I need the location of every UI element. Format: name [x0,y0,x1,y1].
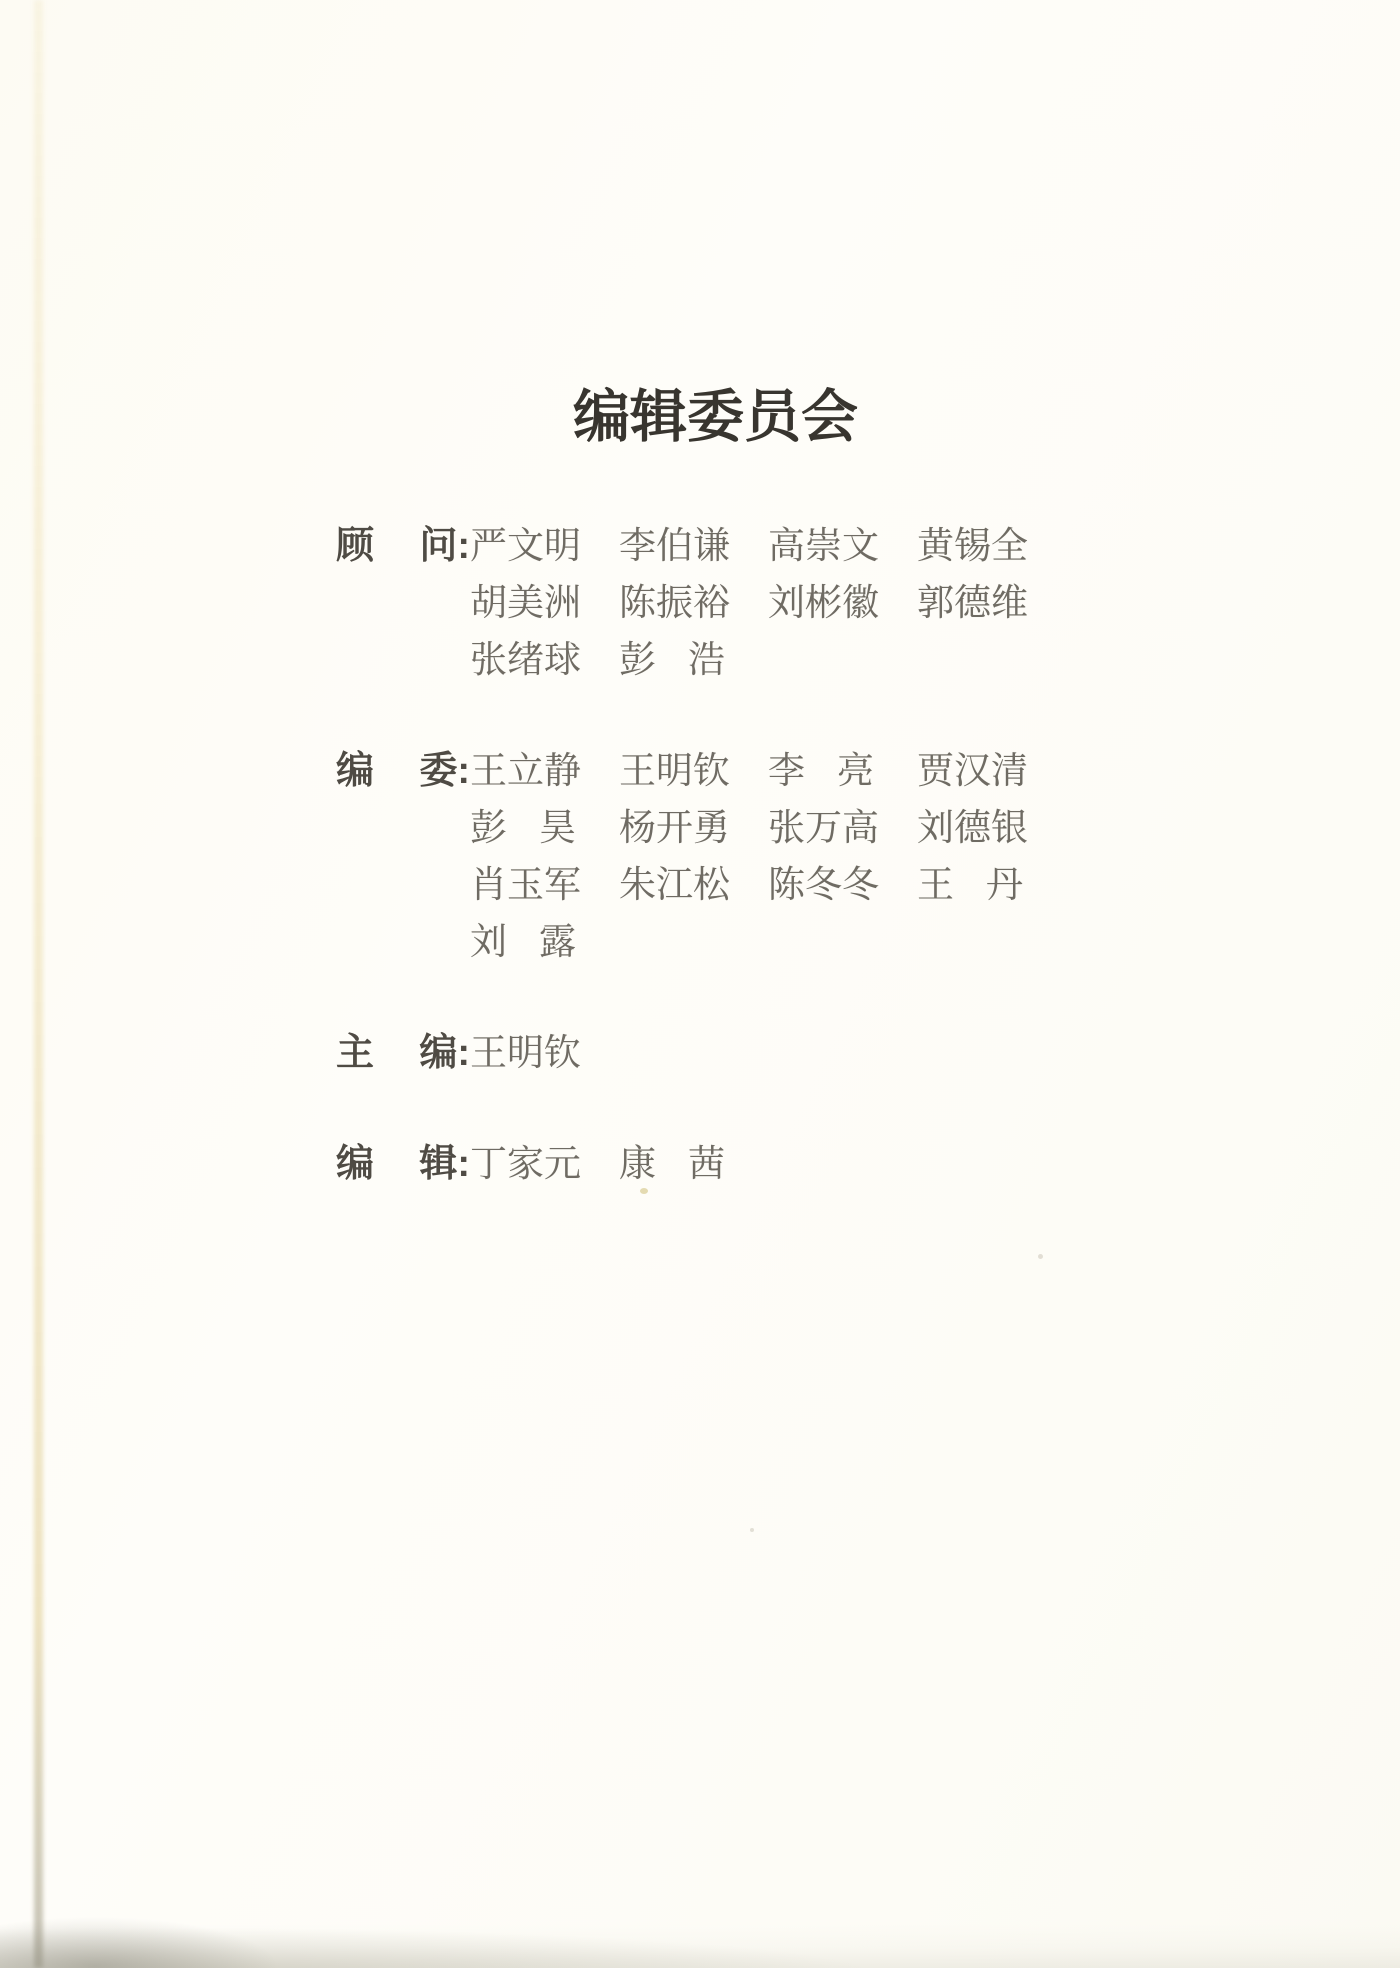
role-label-advisors [336,518,470,575]
person-name-part: 张绪球 [470,640,581,681]
names-row [470,632,1023,689]
role-label-part: 编 [336,1143,375,1185]
person-name-part: 肖玉军 [470,865,581,906]
names-row [470,743,1028,800]
person-name-part: 高崇文 [768,526,879,567]
person-name [470,632,581,689]
person-name [768,743,874,800]
page-title: 编辑委员会 [573,385,858,449]
role-label-editorial-board [336,743,470,800]
name-rows [470,518,1028,689]
section-chief-editor [336,1025,1023,1082]
role-label-part: 辑: [419,1143,470,1185]
person-name-part: 刘德银 [917,808,1028,849]
role-label-editors [336,1136,470,1193]
person-name-part: 郭德维 [917,583,1028,624]
person-name [470,575,581,632]
person-name [619,800,730,857]
person-name-part: 陈振裕 [619,583,730,624]
person-name-part: 露 [539,922,576,963]
person-name [619,518,730,575]
person-name [470,857,581,914]
name-rows [470,743,1028,971]
person-name [619,857,730,914]
names-row [470,1025,581,1082]
person-name-part: 杨开勇 [619,808,730,849]
person-name-part: 茜 [688,1144,725,1185]
person-name-part: 王明钦 [619,751,730,792]
role-label-part: 顾 [336,525,375,567]
person-name-part: 李伯谦 [619,526,730,567]
person-name-part: 朱江松 [619,865,730,906]
person-name-part: 刘彬徽 [768,583,879,624]
person-name [619,1136,725,1193]
person-name-part: 王 [917,865,954,906]
person-name [470,1025,581,1082]
person-name [470,743,581,800]
names-row [470,857,1023,914]
role-label-chief-editor [336,1025,470,1082]
section-editors [336,1136,1023,1193]
person-name [768,857,879,914]
names-row [470,518,1028,575]
person-name [470,914,576,971]
person-name [917,800,1028,857]
person-name [917,575,1028,632]
person-name-part: 丹 [986,865,1023,906]
role-label-part: 主 [336,1032,375,1074]
person-name-part: 康 [619,1144,656,1185]
person-name [917,857,1023,914]
section-advisors [336,518,1028,689]
person-name [768,800,879,857]
person-name [768,575,879,632]
person-name-part: 陈冬冬 [768,865,879,906]
names-row [470,914,1023,971]
person-name-part: 彭 [470,808,507,849]
person-name-part: 黄锡全 [917,526,1028,567]
person-name-part: 浩 [688,640,725,681]
committee-sections [336,518,1028,1247]
person-name-part: 王立静 [470,751,581,792]
person-name [619,743,730,800]
person-name-part: 严文明 [470,526,581,567]
person-name [470,800,576,857]
person-name [470,518,581,575]
person-name-part: 张万高 [768,808,879,849]
person-name-part: 胡美洲 [470,583,581,624]
person-name-part: 李 [768,751,805,792]
name-rows [470,1025,581,1082]
person-name-part: 刘 [470,922,507,963]
names-row [470,1136,725,1193]
person-name [768,518,879,575]
names-row [470,575,1028,632]
person-name-part: 贾汉清 [917,751,1028,792]
person-name-part: 彭 [619,640,656,681]
person-name [619,575,730,632]
person-name [470,1136,581,1193]
person-name [917,743,1028,800]
role-label-part: 委: [419,750,470,792]
role-label-part: 编 [336,750,375,792]
names-row [470,800,1028,857]
role-label-part: 问: [419,525,470,567]
scan-speck [750,1528,754,1532]
person-name-part: 王明钦 [470,1033,581,1074]
page-gutter-crease [34,0,43,1968]
person-name-part: 亮 [837,751,874,792]
scan-bottom-shadow [0,1828,1400,1968]
person-name [917,518,1028,575]
person-name [619,632,725,689]
scan-speck [1038,1254,1043,1259]
role-label-part: 编: [419,1032,470,1074]
section-editorial-board [336,743,1028,971]
person-name-part: 昊 [539,808,576,849]
name-rows [470,1136,725,1193]
person-name-part: 丁家元 [470,1144,581,1185]
